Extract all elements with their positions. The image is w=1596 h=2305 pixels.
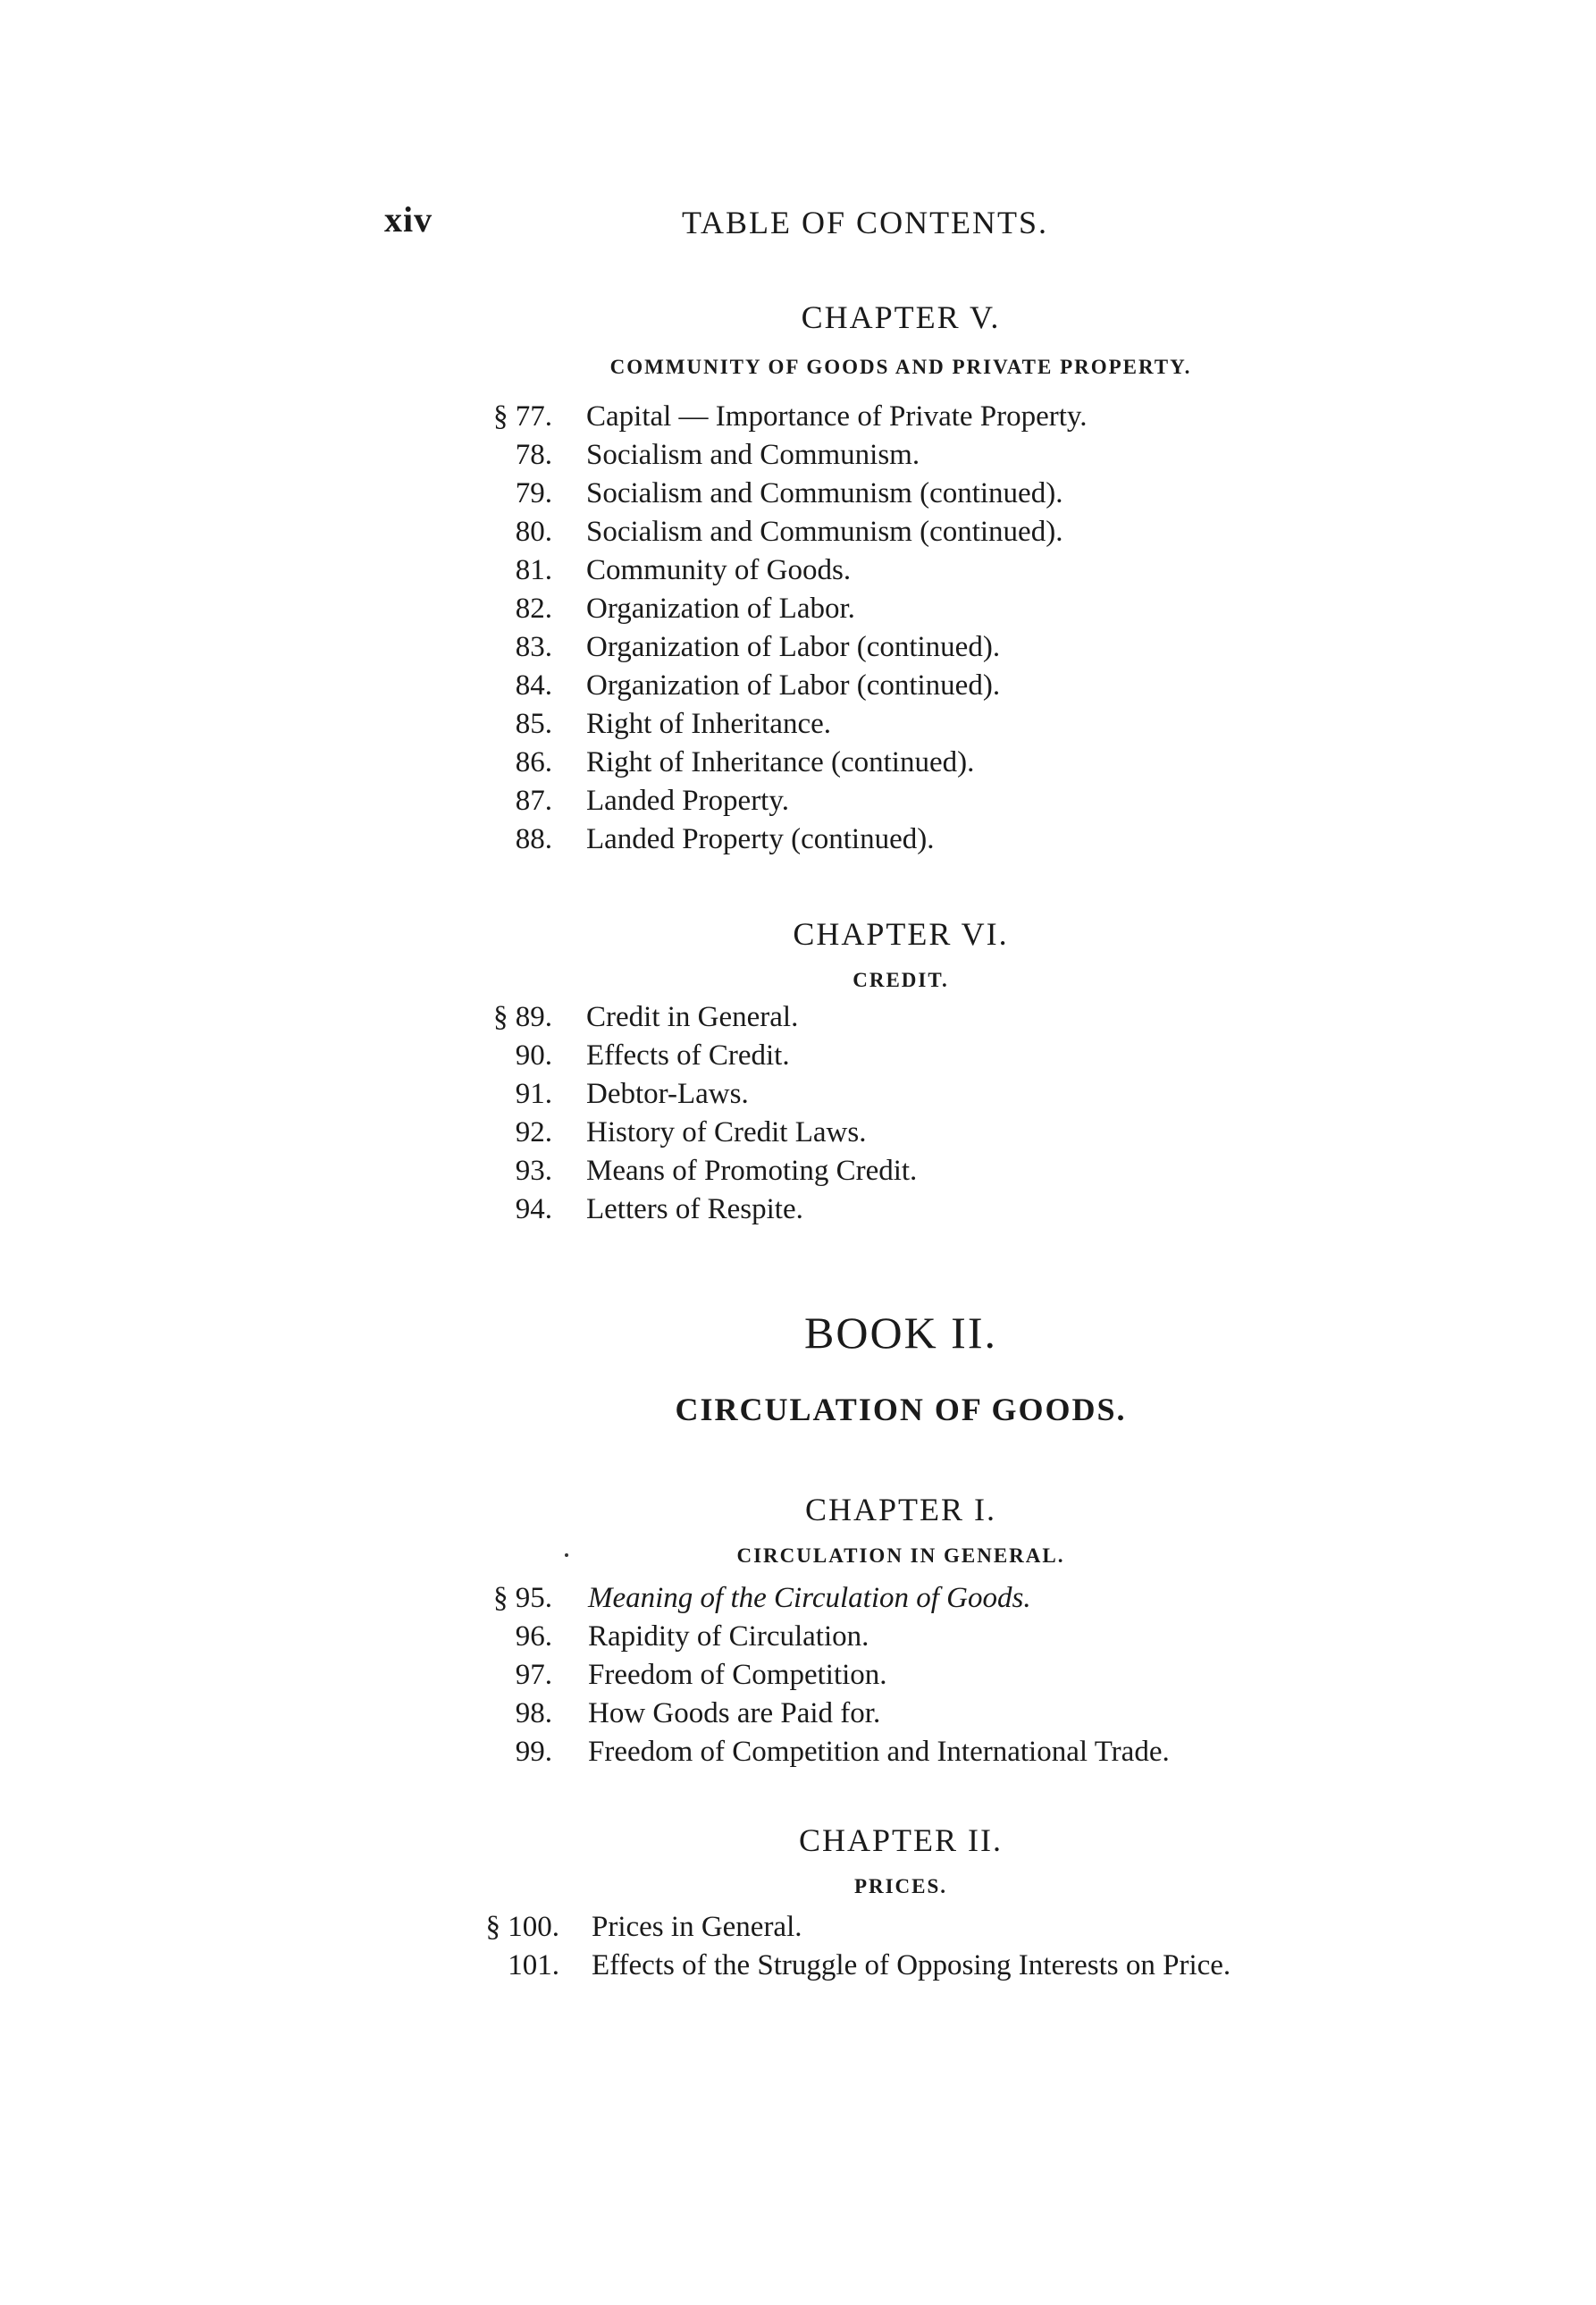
chapter-i-subtitle: CIRCULATION IN GENERAL. bbox=[736, 1544, 1065, 1567]
page-number: xiv bbox=[384, 199, 433, 240]
section-title: Right of Inheritance. bbox=[586, 708, 831, 740]
section-number: 83. bbox=[515, 631, 552, 663]
section-number: § 77. bbox=[493, 400, 552, 433]
section-title: Letters of Respite. bbox=[586, 1193, 803, 1225]
section-number: 78. bbox=[515, 439, 552, 471]
book-ii-subtitle: CIRCULATION OF GOODS. bbox=[675, 1392, 1127, 1427]
section-number: 79. bbox=[515, 477, 552, 509]
section-title: Means of Promoting Credit. bbox=[586, 1155, 918, 1187]
chapter-v-title: CHAPTER V. bbox=[801, 299, 1001, 335]
section-number: 90. bbox=[515, 1039, 552, 1072]
section-number: 88. bbox=[515, 823, 552, 855]
book-ii-title: BOOK II. bbox=[804, 1308, 997, 1358]
section-title: Landed Property. bbox=[586, 785, 789, 817]
section-title: History of Credit Laws. bbox=[586, 1116, 867, 1148]
section-number: 82. bbox=[515, 593, 552, 625]
chapter-ii-title: CHAPTER II. bbox=[799, 1822, 1003, 1858]
chapter-vi-title: CHAPTER VI. bbox=[793, 916, 1009, 952]
section-number: 86. bbox=[515, 746, 552, 778]
section-title: Organization of Labor (continued). bbox=[586, 669, 1001, 702]
section-number: § 100. bbox=[485, 1911, 559, 1943]
section-title: How Goods are Paid for. bbox=[588, 1697, 881, 1729]
section-title: Capital — Importance of Private Property. bbox=[586, 400, 1088, 433]
chapter-ii-subtitle: PRICES. bbox=[853, 1875, 948, 1897]
chapter-v-subtitle: COMMUNITY OF GOODS AND PRIVATE PROPERTY. bbox=[609, 356, 1192, 378]
chapter-i-title: CHAPTER I. bbox=[804, 1492, 996, 1527]
section-title: Effects of the Struggle of Opposing Interests on Price. bbox=[592, 1949, 1231, 1981]
section-number: 84. bbox=[515, 669, 552, 702]
section-title: Socialism and Communism (continued). bbox=[586, 477, 1063, 509]
section-number: § 95. bbox=[493, 1582, 552, 1614]
section-title: Prices in General. bbox=[592, 1911, 802, 1943]
section-number: 98. bbox=[515, 1697, 552, 1729]
section-title: Meaning of the Circulation of Goods. bbox=[588, 1582, 1031, 1614]
section-title: Socialism and Communism. bbox=[586, 439, 920, 471]
section-number: 81. bbox=[515, 554, 552, 586]
section-number: 92. bbox=[515, 1116, 552, 1148]
section-number: 91. bbox=[515, 1078, 552, 1110]
section-title: Landed Property (continued). bbox=[586, 823, 935, 855]
running-title: TABLE OF CONTENTS. bbox=[681, 205, 1049, 240]
section-title: Rapidity of Circulation. bbox=[588, 1620, 869, 1653]
section-number: 101. bbox=[508, 1949, 559, 1981]
section-number: 96. bbox=[515, 1620, 552, 1653]
section-title: Right of Inheritance (continued). bbox=[586, 746, 975, 778]
section-title: Credit in General. bbox=[586, 1001, 799, 1033]
section-title: Socialism and Communism (continued). bbox=[586, 516, 1063, 548]
section-title: Freedom of Competition and International Trade. bbox=[588, 1736, 1170, 1768]
section-title: Debtor-Laws. bbox=[586, 1078, 749, 1110]
section-number: 94. bbox=[515, 1193, 552, 1225]
section-title: Freedom of Competition. bbox=[588, 1659, 887, 1691]
section-number: § 89. bbox=[493, 1001, 552, 1033]
section-number: 99. bbox=[515, 1736, 552, 1768]
section-number: 85. bbox=[515, 708, 552, 740]
chapter-vi-subtitle: CREDIT. bbox=[853, 969, 949, 991]
section-title: Organization of Labor (continued). bbox=[586, 631, 1001, 663]
section-title: Community of Goods. bbox=[586, 554, 852, 586]
section-number: 93. bbox=[515, 1155, 552, 1187]
section-title: Effects of Credit. bbox=[586, 1039, 790, 1072]
section-title: Organization of Labor. bbox=[586, 593, 855, 625]
section-number: 97. bbox=[515, 1659, 552, 1691]
section-number: 87. bbox=[515, 785, 552, 817]
section-number: 80. bbox=[515, 516, 552, 548]
